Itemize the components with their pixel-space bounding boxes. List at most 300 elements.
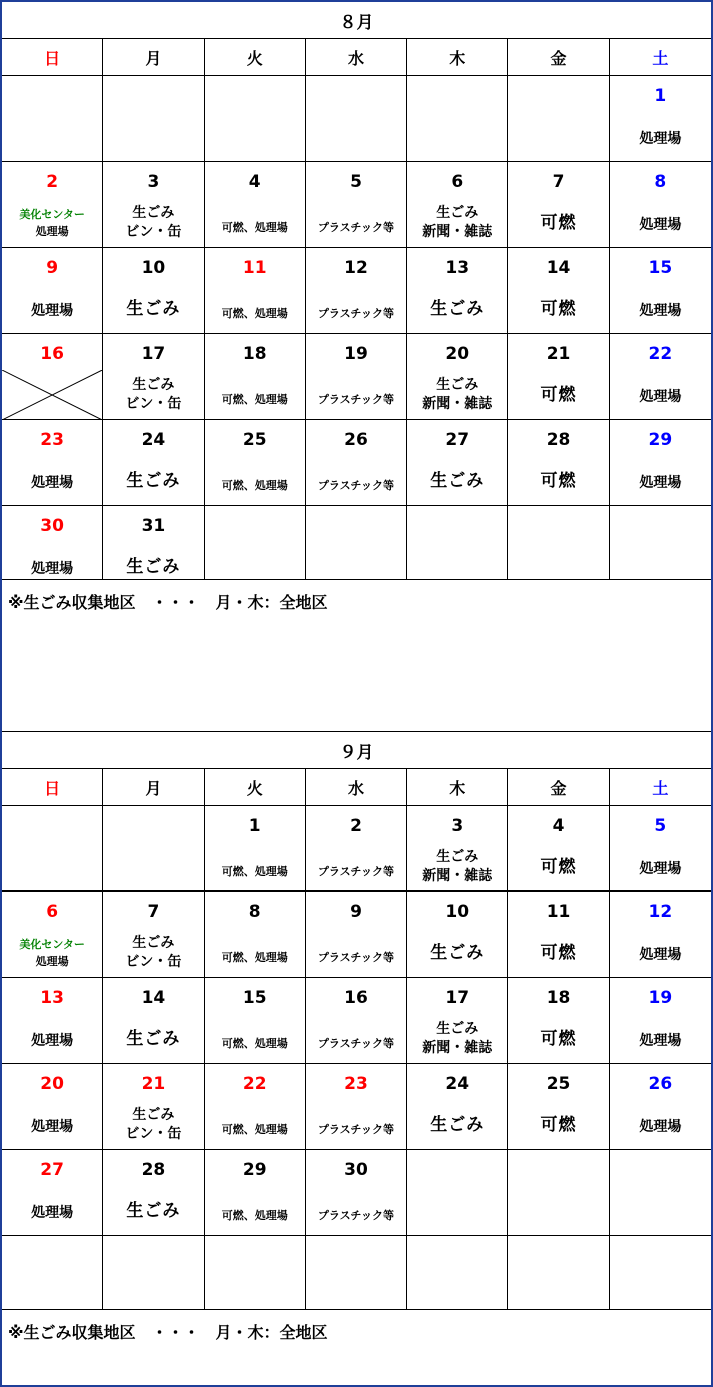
day-cell [610,506,711,579]
collection-line: 可燃、処理場 [221,1209,288,1222]
day-cell [407,162,508,247]
day-cell [610,806,711,890]
collection-line: プラスチック等 [317,221,395,234]
collection-label [2,1118,102,1137]
day-cell [508,248,609,333]
weekday-label: 水 [306,39,407,75]
day-cell [2,978,103,1063]
weekday-label: 日 [2,769,103,805]
day-cell [508,420,609,505]
day-number: 30 [40,516,64,536]
collection-line: 処理場 [639,217,682,233]
day-cell [103,420,204,505]
day-number: 29 [648,430,673,450]
day-cell [306,420,407,505]
day-number: 2 [350,816,362,836]
collection-label [407,204,507,242]
day-number: 18 [546,988,571,1008]
collection-line: 可燃 [540,943,577,963]
day-cell [103,978,204,1063]
collection-label [205,1034,305,1053]
collection-label [205,948,305,967]
collection-label [508,1030,608,1049]
day-cell [2,806,103,890]
collection-line: 可燃、処理場 [221,393,288,406]
day-cell [205,334,306,419]
collection-line: 可燃 [540,385,577,405]
day-cell [407,1236,508,1309]
day-cell [306,334,407,419]
day-number: 26 [344,430,368,450]
day-number: 4 [248,172,261,192]
collection-line: プラスチック等 [317,1123,395,1136]
collection-label [205,862,305,881]
weekday-label: 火 [205,769,306,805]
collection-line: 可燃 [540,299,577,319]
collection-line: プラスチック等 [317,1209,395,1222]
day-number: 4 [552,816,565,836]
facility-name: 美化センター [19,938,85,951]
day-cell [610,420,711,505]
collection-line: 処理場 [639,389,682,405]
day-number: 6 [451,172,464,192]
day-number: 15 [242,988,267,1008]
collection-label [508,1116,608,1135]
day-cell [610,1236,711,1309]
collection-line: 生ごみ [132,377,175,393]
day-cell [2,248,103,333]
day-cell [306,1064,407,1149]
weekday-label: 木 [407,769,508,805]
day-number: 3 [451,816,464,836]
day-cell [205,248,306,333]
collection-label [103,1030,203,1049]
day-cell [205,892,306,977]
weekday-label: 火 [205,39,306,75]
collection-label [407,472,507,491]
collection-label [610,302,711,321]
collection-label [205,1120,305,1139]
week-row [2,892,711,978]
day-number: 31 [141,516,166,536]
collection-line: ビン・缶 [125,224,182,240]
collection-line: ビン・缶 [125,1126,182,1142]
day-number: 24 [445,1074,470,1094]
day-cell [508,1064,609,1149]
day-cell [610,978,711,1063]
week-row [2,76,711,162]
collection-line: 新聞・雑誌 [422,396,493,412]
collection-label [103,300,203,319]
collection-label [610,130,711,149]
collection-label [306,390,406,409]
collection-line: 処理場 [639,475,682,491]
day-number: 29 [242,1160,267,1180]
day-number: 25 [242,430,267,450]
collection-label [306,218,406,237]
collection-line: ビン・缶 [125,954,182,970]
day-cell [103,76,204,161]
day-number: 3 [147,172,160,192]
day-number: 6 [46,902,59,922]
collection-label [2,936,102,970]
collection-label [407,1116,507,1135]
collection-label [205,1206,305,1225]
collection-label [205,476,305,495]
collection-label [508,386,608,405]
day-cell [610,1150,711,1235]
day-number: 22 [648,344,673,364]
month-september [2,732,711,1310]
day-cell [306,892,407,977]
day-cell [508,76,609,161]
day-cell [407,806,508,890]
day-cell [2,1150,103,1235]
collection-line: 可燃 [540,471,577,491]
collection-label [610,1032,711,1051]
day-number: 1 [248,816,261,836]
collection-line: 可燃、処理場 [221,221,288,234]
weekday-label: 月 [103,39,204,75]
collection-line: 新聞・雑誌 [422,868,493,884]
day-number: 9 [350,902,362,922]
collection-note: ※生ごみ収集地区 ・・・ 月・木：全地区 [8,1323,328,1342]
day-cell [407,334,508,419]
day-cell [407,978,508,1063]
collection-label [407,848,507,886]
day-number: 12 [344,258,368,278]
collection-line: 生ごみ [436,1021,479,1037]
day-number: 28 [141,1160,166,1180]
day-cell [610,892,711,977]
collection-label [205,304,305,323]
collection-label [508,858,608,877]
week-row [2,420,711,506]
day-number: 21 [141,1074,166,1094]
day-cell [610,1064,711,1149]
collection-line: 生ごみ [436,849,479,865]
collection-line: ビン・缶 [125,396,182,412]
day-number: 11 [546,902,571,922]
day-number: 10 [445,902,470,922]
day-number: 27 [445,430,470,450]
collection-line: プラスチック等 [317,479,395,492]
day-number: 9 [46,258,59,278]
collection-label [103,1106,203,1144]
day-number: 17 [141,344,166,364]
collection-line: 生ごみ [430,943,485,963]
collection-label [2,206,102,240]
day-cell [205,978,306,1063]
week-row [2,334,711,420]
day-cell [407,1064,508,1149]
day-cell [205,506,306,579]
collection-label [2,1032,102,1051]
day-cell [205,420,306,505]
day-cell [508,334,609,419]
collection-label [508,214,608,233]
day-cell [103,248,204,333]
day-number: 13 [445,258,470,278]
collection-line: 生ごみ [126,1029,181,1049]
collection-line: 新聞・雑誌 [422,224,493,240]
day-cell [407,420,508,505]
collection-label [103,376,203,414]
day-number: 16 [40,344,64,364]
collection-line: 処理場 [31,1033,74,1049]
collection-line: 可燃、処理場 [221,307,288,320]
collection-label [610,388,711,407]
day-cell [2,1236,103,1309]
collection-line: 生ごみ [132,205,175,221]
collection-label [610,860,711,879]
collection-line: 生ごみ [126,299,181,319]
month-title: ８月 [2,2,711,39]
day-cell [103,334,204,419]
weekday-label: 木 [407,39,508,75]
collection-label [306,1206,406,1225]
day-number: 5 [654,816,667,836]
day-number: 20 [445,344,470,364]
collection-label [205,218,305,237]
day-cell [610,248,711,333]
day-number: 26 [648,1074,673,1094]
collection-line: 処理場 [639,1033,682,1049]
collection-label [103,472,203,491]
collection-line: 生ごみ [430,1115,485,1135]
collection-line: 生ごみ [126,1201,181,1221]
weekday-label: 土 [652,48,669,68]
day-cell [103,1064,204,1149]
collection-line: 生ごみ [430,299,485,319]
weekday-label: 土 [652,778,669,798]
weekday-label: 金 [508,769,609,805]
collection-line: 生ごみ [436,377,479,393]
collection-line: プラスチック等 [317,393,395,406]
day-number: 16 [344,988,368,1008]
week-row [2,978,711,1064]
collection-line: 可燃 [540,857,577,877]
day-cell [103,806,204,890]
day-cell [610,162,711,247]
facility-name: 処理場 [35,225,69,238]
day-number: 23 [344,1074,368,1094]
week-row [2,1236,711,1310]
collection-line: 処理場 [31,1205,74,1221]
day-cell [508,806,609,890]
weekday-label: 日 [2,39,103,75]
day-cell [103,1236,204,1309]
day-number: 11 [242,258,267,278]
collection-label [2,560,102,579]
day-cell [2,76,103,161]
collection-line: プラスチック等 [317,1037,395,1050]
collection-line: プラスチック等 [317,951,395,964]
collection-label [508,472,608,491]
collection-label [103,204,203,242]
collection-label [508,944,608,963]
day-number: 23 [40,430,64,450]
collection-line: 処理場 [31,475,74,491]
day-cell [610,76,711,161]
collection-line: 新聞・雑誌 [422,1040,493,1056]
collection-line: 処理場 [639,131,682,147]
day-number: 20 [40,1074,64,1094]
day-number: 22 [242,1074,267,1094]
collection-label [2,1204,102,1223]
collection-label [205,390,305,409]
month-title: ９月 [2,732,711,769]
day-number: 10 [141,258,166,278]
day-number: 14 [141,988,166,1008]
day-cell [306,1236,407,1309]
day-number: 27 [40,1160,64,1180]
day-number: 5 [350,172,362,192]
day-number: 7 [147,902,160,922]
day-number: 7 [552,172,565,192]
collection-line: 生ごみ [430,471,485,491]
collection-line: 処理場 [31,1119,74,1135]
collection-line: 生ごみ [132,1107,175,1123]
collection-line: 可燃 [540,213,577,233]
day-cell [407,892,508,977]
day-cell [2,892,103,977]
day-cell [103,1150,204,1235]
day-cell [407,506,508,579]
day-cell [205,162,306,247]
collection-label [407,944,507,963]
facility-name: 処理場 [35,955,69,968]
collection-label [610,474,711,493]
day-number: 12 [648,902,673,922]
day-number: 19 [344,344,368,364]
collection-line: 処理場 [639,1119,682,1135]
collection-line: 生ごみ [126,471,181,491]
day-cell [103,892,204,977]
day-number: 1 [654,86,667,106]
collection-line: プラスチック等 [317,307,395,320]
week-row [2,1150,711,1236]
month-august [2,2,711,580]
day-cell [508,978,609,1063]
day-cell [103,162,204,247]
day-number: 8 [248,902,261,922]
collection-line: 可燃、処理場 [221,479,288,492]
collection-label [306,948,406,967]
day-cell [407,248,508,333]
day-cell [205,1064,306,1149]
day-number: 25 [546,1074,571,1094]
day-cell [103,506,204,579]
week-row [2,1064,711,1150]
collection-line: 生ごみ [132,935,175,951]
collection-label [610,1118,711,1137]
day-number: 13 [40,988,64,1008]
collection-note: ※生ごみ収集地区 ・・・ 月・木：全地区 [2,582,711,732]
day-cell [610,334,711,419]
day-cell [306,978,407,1063]
cross-mark [2,370,102,420]
week-row [2,806,711,892]
collection-line: 可燃 [540,1029,577,1049]
day-cell [306,76,407,161]
day-cell [508,162,609,247]
day-cell [508,1236,609,1309]
collection-line: プラスチック等 [317,865,395,878]
day-cell [2,334,103,419]
day-cell [2,162,103,247]
collection-line: 可燃、処理場 [221,865,288,878]
day-cell [508,1150,609,1235]
day-number: 19 [648,988,673,1008]
day-number: 2 [46,172,59,192]
collection-label [306,1120,406,1139]
weekday-label: 月 [103,769,204,805]
collection-label [2,474,102,493]
collection-line: 処理場 [31,561,74,577]
day-cell [205,806,306,890]
day-cell [205,76,306,161]
collection-line: 可燃、処理場 [221,951,288,964]
weekday-label: 水 [306,769,407,805]
day-cell [306,162,407,247]
day-cell [306,248,407,333]
day-number: 21 [546,344,571,364]
day-cell [306,806,407,890]
day-number: 28 [546,430,571,450]
week-row [2,162,711,248]
day-number: 24 [141,430,166,450]
day-cell [2,420,103,505]
weekday-label: 金 [508,39,609,75]
day-cell [306,506,407,579]
weekday-header [2,769,711,806]
collection-label [407,300,507,319]
collection-line: 可燃、処理場 [221,1123,288,1136]
collection-label [508,300,608,319]
day-cell [2,1064,103,1149]
collection-label [103,558,203,577]
collection-label [610,946,711,965]
collection-label [407,1020,507,1058]
collection-line: 処理場 [639,947,682,963]
day-number: 17 [445,988,470,1008]
collection-line: 可燃、処理場 [221,1037,288,1050]
collection-line: 可燃 [540,1115,577,1135]
collection-label [306,862,406,881]
day-number: 18 [242,344,267,364]
week-row [2,248,711,334]
collection-label [306,476,406,495]
day-cell [306,1150,407,1235]
day-cell [407,76,508,161]
collection-label [103,934,203,972]
collection-label [407,376,507,414]
collection-label [306,1034,406,1053]
collection-line: 処理場 [639,861,682,877]
day-number: 8 [654,172,667,192]
day-number: 14 [546,258,571,278]
collection-line: 生ごみ [436,205,479,221]
day-cell [205,1150,306,1235]
day-number: 15 [648,258,673,278]
day-number: 30 [344,1160,368,1180]
collection-line: 処理場 [31,303,74,319]
day-cell [205,1236,306,1309]
collection-line: 処理場 [639,303,682,319]
collection-line: 生ごみ [126,557,181,577]
week-row [2,506,711,580]
